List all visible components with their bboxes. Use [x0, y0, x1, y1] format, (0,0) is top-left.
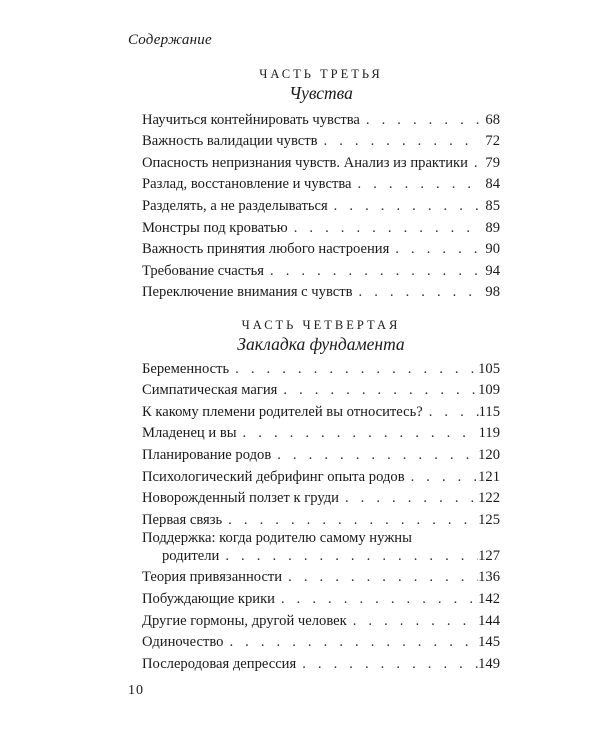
toc-entry[interactable]: [142, 193, 500, 215]
toc-leader-dots: [223, 633, 478, 651]
toc-leader-dots: [360, 111, 480, 129]
toc-entry[interactable]: [142, 486, 500, 508]
toc-entry-title: Планирование родов: [142, 446, 272, 463]
toc-leader-dots: [229, 360, 478, 378]
toc-entry-page: 79: [485, 154, 500, 171]
toc-entry-page: 85: [485, 197, 500, 214]
toc-leader-dots: [282, 568, 478, 586]
toc-leader-dots: [264, 262, 480, 280]
toc-entry-page: 121: [478, 468, 500, 485]
toc-entry-title: Другие гормоны, другой человек: [142, 612, 347, 629]
toc-entry-page: 84: [485, 176, 500, 193]
toc-leader-dots: [318, 132, 481, 150]
toc-entry[interactable]: [142, 280, 500, 302]
part-three-toc: [142, 107, 500, 301]
toc-entry-title-line2: родители: [162, 547, 220, 564]
toc-entry-title: Переключение внимания с чувств: [142, 284, 353, 301]
toc-entry-title: Первая связь: [142, 511, 223, 528]
toc-leader-dots: [423, 403, 479, 421]
toc-entry[interactable]: [142, 399, 500, 421]
toc-leader-dots: [222, 511, 478, 529]
toc-entry[interactable]: [142, 529, 500, 565]
toc-leader-dots: [405, 468, 479, 486]
toc-entry[interactable]: [142, 507, 500, 529]
toc-leader-dots: [352, 175, 480, 193]
toc-entry-page: 136: [478, 569, 500, 586]
toc-leader-dots: [353, 283, 481, 301]
toc-entry-title: Младенец и вы: [142, 425, 237, 442]
toc-entry-title: Разлад, восстановление и чувства: [142, 176, 352, 193]
toc-leader-dots: [288, 219, 480, 237]
toc-entry-page: 109: [478, 382, 500, 399]
toc-entry-title: Теория привязанности: [142, 569, 283, 586]
toc-entry[interactable]: [142, 172, 500, 194]
toc-entry[interactable]: [142, 150, 500, 172]
toc-entry-title: Научиться контейнировать чувства: [142, 111, 360, 128]
toc-entry[interactable]: [142, 651, 500, 673]
toc-entry-page: 90: [485, 241, 500, 258]
toc-entry-page: 105: [478, 360, 500, 377]
part-three-heading: [142, 66, 500, 104]
part-four-heading: [142, 317, 500, 355]
toc-leader-dots: [275, 590, 478, 608]
toc-entry[interactable]: [142, 129, 500, 151]
toc-entry-title: Важность принятия любого настроения: [142, 241, 390, 258]
toc-entry-title: Одиночество: [142, 634, 224, 651]
toc-entry-page: 120: [478, 446, 500, 463]
toc-entry-title: Беременность: [142, 360, 230, 377]
toc-entry-page: 125: [478, 511, 500, 528]
toc-entry-title: Требование счастья: [142, 262, 265, 279]
toc-entry-page: 98: [485, 284, 500, 301]
toc-leader-dots: [237, 424, 479, 442]
toc-leader-dots: [389, 240, 480, 258]
toc-entry-page: 119: [478, 425, 500, 442]
toc-entry-page: 142: [478, 590, 500, 607]
toc-entry-title: К какому племени родителей вы относитесь?: [142, 403, 423, 420]
toc-entry[interactable]: [142, 464, 500, 486]
toc-entry-title: Разделять, а не разделываться: [142, 197, 328, 214]
part-four-toc: [142, 356, 500, 673]
toc-entry-title: Послеродовая депрессия: [142, 655, 297, 672]
toc-entry-page: 68: [485, 111, 500, 128]
toc-entry[interactable]: [142, 565, 500, 587]
toc-entry-page: 72: [485, 133, 500, 150]
toc-entry[interactable]: [142, 378, 500, 400]
toc-entry-title-line1: Поддержка: когда родителю самому нужны: [142, 529, 412, 546]
toc-entry-page: 115: [478, 403, 500, 420]
part-three-title: Чувства: [289, 83, 353, 103]
toc-entry-page: 144: [478, 612, 500, 629]
toc-leader-dots: [347, 612, 478, 630]
toc-leader-dots: [271, 446, 478, 464]
toc-entry[interactable]: [142, 421, 500, 443]
toc-entry-title: Симпатическая магия: [142, 382, 278, 399]
toc-leader-dots: [277, 381, 478, 399]
toc-entry[interactable]: [142, 258, 500, 280]
toc-leader-dots: [328, 197, 480, 215]
toc-entry-title: Важность валидации чувств: [142, 133, 318, 150]
page-number: 10: [128, 683, 144, 698]
part-four-label: ЧАСТЬ ЧЕТВЕРТАЯ: [241, 318, 401, 332]
toc-entry[interactable]: [142, 586, 500, 608]
toc-entry-page: 122: [478, 490, 500, 507]
toc-entry-title: Новорожденный ползет к груди: [142, 490, 339, 507]
toc-entry-page: 145: [478, 634, 500, 651]
toc-leader-dots: [468, 154, 480, 172]
toc-entry[interactable]: [142, 215, 500, 237]
toc-leader-dots: [219, 547, 478, 565]
part-four-title: Закладка фундамента: [237, 334, 405, 354]
toc-entry[interactable]: [142, 356, 500, 378]
toc-entry[interactable]: [142, 630, 500, 652]
toc-entry-page: 149: [478, 655, 500, 672]
toc-entry-title: Монстры под кроватью: [142, 219, 288, 236]
toc-entry-page: 94: [485, 262, 500, 279]
toc-entry[interactable]: [142, 237, 500, 259]
toc-entry-page: 89: [485, 219, 500, 236]
toc-leader-dots: [339, 489, 478, 507]
toc-entry-title: Опасность непризнания чувств. Анализ из практики: [142, 154, 468, 171]
part-three-label: ЧАСТЬ ТРЕТЬЯ: [259, 67, 383, 81]
toc-entry[interactable]: [142, 442, 500, 464]
toc-entry-title: Психологический дебрифинг опыта родов: [142, 468, 405, 485]
toc-entry[interactable]: [142, 608, 500, 630]
toc-entry-title: Побуждающие крики: [142, 590, 275, 607]
running-head: Содержание: [128, 32, 212, 48]
toc-entry-page: 127: [478, 547, 500, 564]
toc-entry[interactable]: [142, 107, 500, 129]
toc-leader-dots: [296, 655, 478, 673]
